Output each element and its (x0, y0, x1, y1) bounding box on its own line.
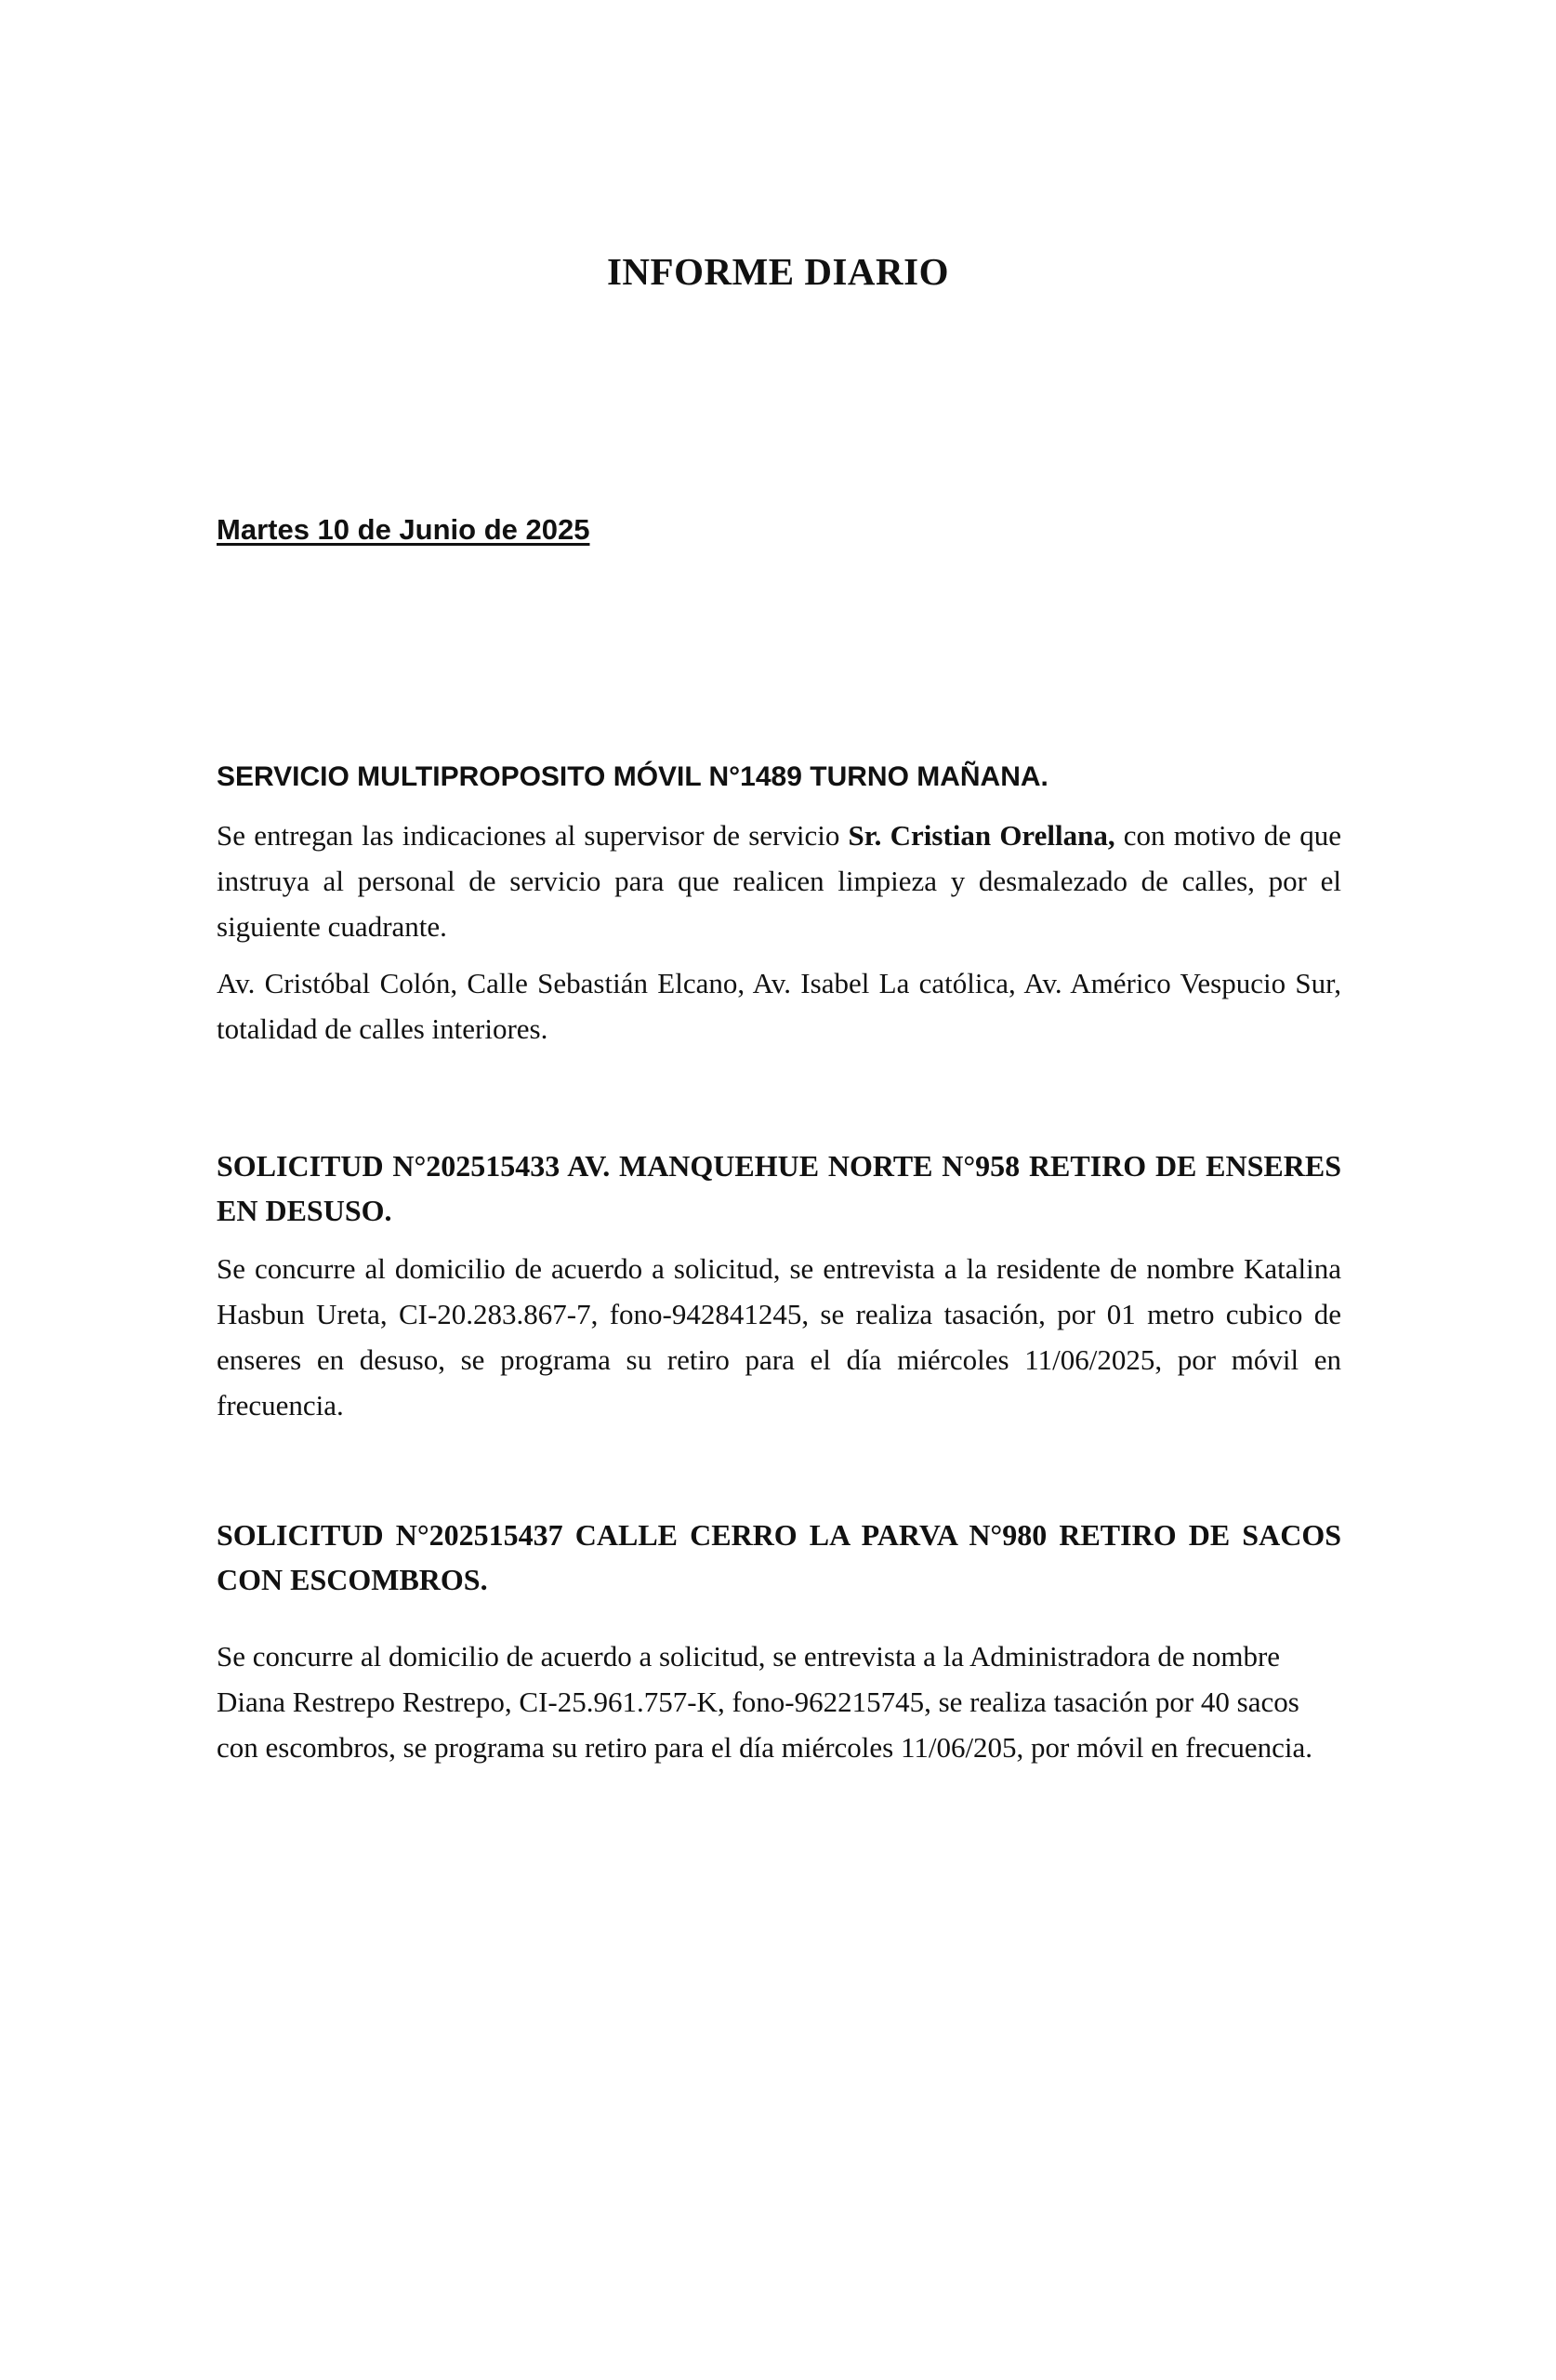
section-solicitud-202515433 (217, 1144, 1341, 1428)
supervisor-name: Sr. Cristian Orellana, (848, 819, 1115, 852)
section-heading: SERVICIO MULTIPROPOSITO MÓVIL N°1489 TURNO MAÑANA. (217, 761, 1048, 792)
report-date: Martes 10 de Junio de 2025 (217, 513, 590, 546)
paragraph-text: con motivo de que instruya al personal de servicio para que realicen limpieza y desmalezado de calles, por el siguiente cuadrante. (217, 819, 1341, 943)
section-paragraph (217, 813, 1341, 949)
section-heading: SOLICITUD N°202515437 CALLE CERRO LA PARVA N°980 RETIRO DE SACOS CON ESCOMBROS. (217, 1518, 1341, 1596)
paragraph-text: Se entregan las indicaciones al supervisor de servicio (217, 819, 849, 852)
quadrant-streets-paragraph: Av. Cristóbal Colón, Calle Sebastián Elcano, Av. Isabel La católica, Av. Américo Vespucio Sur, totalidad de calles interiores. (217, 967, 1341, 1045)
section-paragraph: Se concurre al domicilio de acuerdo a solicitud, se entrevista a la residente de nombre Katalina Hasbun Ureta, CI-20.283.867-7, fono-942841245, se realiza tasación, por 01 metro cubico de enseres en desuso, se programa su retiro para el día miércoles 11/06/2025, por móvil en frecuencia. (217, 1252, 1341, 1421)
section-solicitud-202515437 (217, 1513, 1341, 1770)
section-paragraph: Se concurre al domicilio de acuerdo a solicitud, se entrevista a la Administradora de nombre Diana Restrepo Restrepo, CI-25.961.757-K, fono-962215745, se realiza tasación por 40 sacos con escombros, se programa su retiro para el día miércoles 11/06/205, por móvil en frecuencia. (217, 1640, 1313, 1764)
section-servicio-multiproposito (217, 755, 1341, 1051)
section-heading: SOLICITUD N°202515433 AV. MANQUEHUE NORTE N°958 RETIRO DE ENSERES EN DESUSO. (217, 1149, 1341, 1227)
document-title: INFORME DIARIO (606, 250, 950, 293)
